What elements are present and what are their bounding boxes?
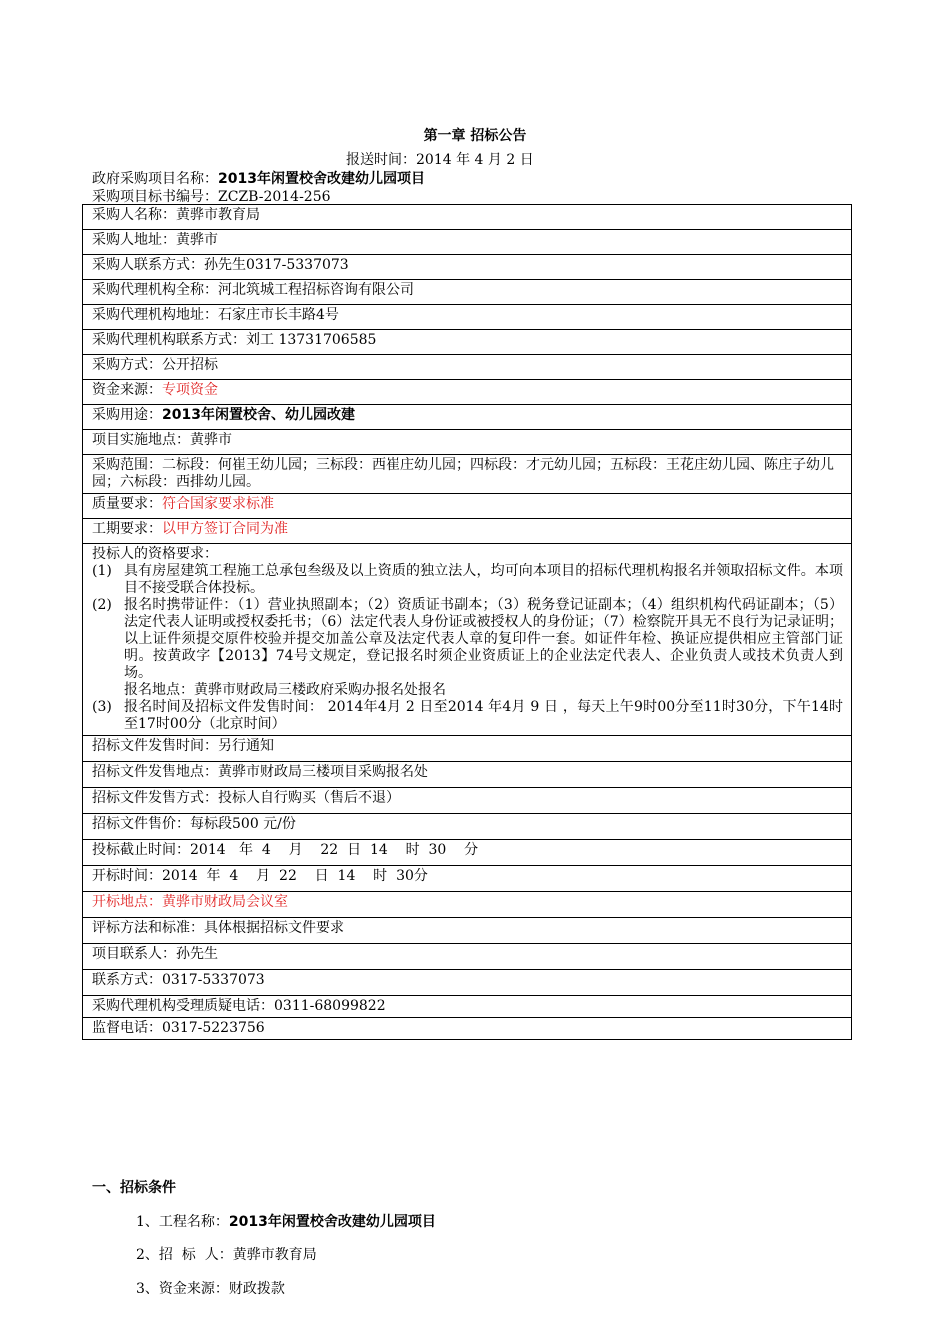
table-row: 评标方法和标准：具体根据招标文件要求 [83, 918, 852, 944]
section-title: 一、招标条件 [92, 1180, 176, 1196]
table-row: 采购代理机构全称：河北筑城工程招标咨询有限公司 [83, 280, 852, 305]
table-row: 监督电话：0317-5223756 [83, 1018, 852, 1040]
period-row: 工期要求：以甲方签订合同为准 [83, 519, 852, 544]
project-name-line: 政府采购项目名称：2013年闲置校舍改建幼儿园项目 [92, 171, 425, 187]
condition-item: 3、资金来源：财政拨款 [136, 1281, 285, 1297]
list-item: (1) 具有房屋建筑工程施工总承包叁级及以上资质的独立法人，均可向本项目的招标代理机构报名并领取招标文件。本项目不接受联合体投标。 [92, 563, 843, 596]
table-row: 采购代理机构联系方式：刘工 13731706585 [83, 330, 852, 355]
table-row: 项目联系人：孙先生 [83, 944, 852, 970]
table-row: 联系方式：0317-5337073 [83, 970, 852, 996]
table-row: 采购人名称：黄骅市教育局 [83, 205, 852, 230]
table-row: 开标时间：2014 年 4 月 22 日 14 时 30分 [83, 866, 852, 892]
list-item: (2) 报名时携带证件：（1）营业执照副本；（2）资质证书副本；（3）税务登记证副本；（4）组织机构代码证副本；（5）法定代表人证明或授权委托书；（6）法定代表人身份证或被授权人的身份证；（7）检察院开具无不良行为记录证明；以上证件须提交原件校验并提交加盖公章及法定代表人章的复印件一套。如证件年检、换证应提供相应主管部门证明。按黄政字【2013】74号文规定，登记报名时须企业资质证上的企业法定代表人、企业负责人或技术负责人到场。 [92, 597, 843, 681]
purpose-row: 采购用途：2013年闲置校舍、幼儿园改建 [83, 405, 852, 430]
list-item: (3) 报名时间及招标文件发售时间： 2014年4月 2 日至2014 年4月 9 日 ，每天上午9时00分至11时30分，下午14时至17时00分（北京时间） [92, 699, 843, 732]
table-row: 采购人地址：黄骅市 [83, 230, 852, 255]
table-row: 招标文件发售时间：另行通知 [83, 736, 852, 762]
table-row: 采购方式：公开招标 [83, 355, 852, 380]
location-row: 项目实施地点：黄骅市 [83, 430, 852, 455]
table-row: 招标文件发售地点：黄骅市财政局三楼项目采购报名处 [83, 762, 852, 788]
report-date: 报送时间：2014 年 4 月 2 日 [346, 152, 534, 168]
scope-row: 采购范围：二标段：何崔王幼儿园；三标段：西崔庄幼儿园；四标段：才元幼儿园；五标段：王花庄幼儿园、陈庄子幼儿园；六标段：西排幼儿园。 [83, 455, 852, 494]
table-row: 采购人联系方式：孙先生0317-5337073 [83, 255, 852, 280]
condition-item: 2、招 标 人：黄骅市教育局 [136, 1247, 317, 1263]
table-row: 招标文件发售方式：投标人自行购买（售后不退） [83, 788, 852, 814]
tender-info-table [82, 204, 852, 1040]
tender-number-line: 采购项目标书编号：ZCZB-2014-256 [92, 189, 331, 205]
table-row: 采购代理机构受理质疑电话：0311-68099822 [83, 996, 852, 1018]
condition-item: 1、工程名称：2013年闲置校舍改建幼儿园项目 [136, 1214, 436, 1230]
table-row: 投标截止时间：2014 年 4 月 22 日 14 时 30 分 [83, 840, 852, 866]
list-item: 报名地点：黄骅市财政局三楼政府采购办报名处报名 [124, 682, 446, 698]
table-row: 采购代理机构地址：石家庄市长丰路4号 [83, 305, 852, 330]
qualification-row [83, 544, 852, 736]
bid-open-place-row: 开标地点：黄骅市财政局会议室 [83, 892, 852, 918]
fund-source-row: 资金来源：专项资金 [83, 380, 852, 405]
quality-row: 质量要求：符合国家要求标准 [83, 494, 852, 519]
table-row: 招标文件售价：每标段500 元/份 [83, 814, 852, 840]
qualification-heading: 投标人的资格要求： [92, 546, 218, 562]
chapter-title: 第一章 招标公告 [423, 128, 527, 144]
